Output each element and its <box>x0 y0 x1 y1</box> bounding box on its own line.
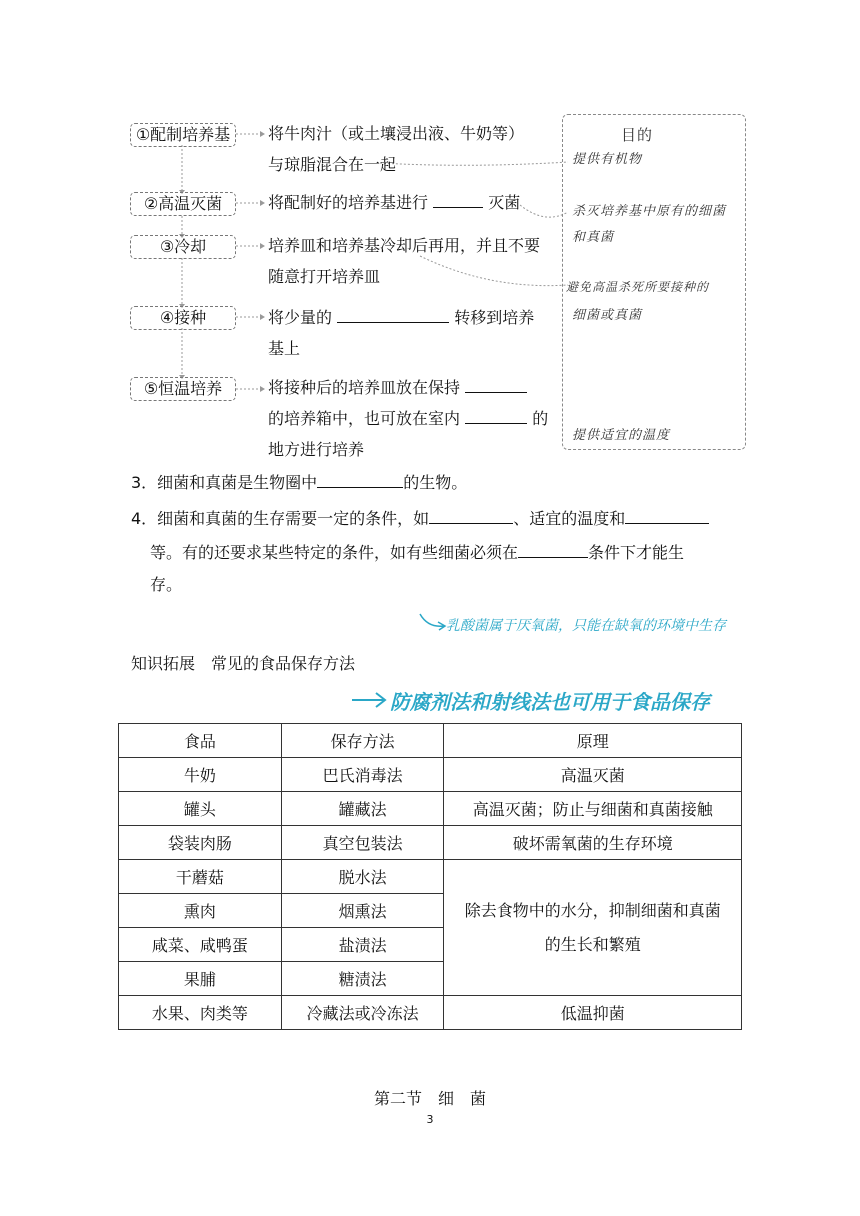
cell-method: 真空包装法 <box>281 826 444 860</box>
q4-pre: 4．细菌和真菌的生存需要一定的条件，如 <box>131 509 430 528</box>
merged-principle-line1: 除去食物中的水分，抑制细菌和真菌 <box>464 900 721 920</box>
annotation-preservation: 防腐剂法和射线法也可用于食品保存 <box>390 690 710 714</box>
cell-method: 罐藏法 <box>281 792 444 826</box>
q3-pre: 3．细菌和真菌是生物圈中 <box>131 473 318 492</box>
cell-food: 咸菜、咸鸭蛋 <box>119 928 282 962</box>
q3-post: 的生物。 <box>403 473 468 492</box>
annotation-arrow-1 <box>418 610 448 636</box>
table-row <box>119 792 742 826</box>
step-4-post: 转移到培养 <box>454 308 535 327</box>
cell-method: 糖渍法 <box>281 962 444 996</box>
step-4-text-line2: 基上 <box>268 339 301 358</box>
cell-method: 冷藏法或冷冻法 <box>281 996 444 1030</box>
food-preservation-table <box>118 723 742 1030</box>
cell-method: 烟熏法 <box>281 894 444 928</box>
q4-blank-3 <box>518 539 588 558</box>
header-food: 食品 <box>119 724 282 758</box>
q4-line2-post: 条件下才能生 <box>588 543 685 562</box>
footer-section-title: 第二节 细 菌 <box>373 1089 486 1108</box>
step-5-blank-1 <box>465 374 527 393</box>
cell-food: 熏肉 <box>119 894 282 928</box>
cell-food: 水果、肉类等 <box>119 996 282 1030</box>
step-5-box: ⑤恒温培养 <box>130 377 236 401</box>
merged-principle-line2: 的生长和繁殖 <box>544 934 641 954</box>
annotation-anaerobic: 乳酸菌属于厌氧菌，只能在缺氧的环境中生存 <box>446 618 726 634</box>
purpose-note-2b: 和真菌 <box>572 230 615 245</box>
purpose-title: 目的 <box>621 126 654 144</box>
step-5-blank-2 <box>465 405 527 424</box>
step-1-text-line2: 与琼脂混合在一起 <box>268 155 397 174</box>
table-row <box>119 996 742 1030</box>
header-principle: 原理 <box>444 724 742 758</box>
cell-food: 干蘑菇 <box>119 860 282 894</box>
step-3-text-line2: 随意打开培养皿 <box>268 267 381 286</box>
q4-line2-pre: 等。有的还要求某些特定的条件，如有些细菌必须在 <box>150 543 519 562</box>
cell-method: 脱水法 <box>281 860 444 894</box>
question-4-line2 <box>150 536 684 570</box>
cell-method: 盐渍法 <box>281 928 444 962</box>
cell-principle-merged <box>444 860 742 996</box>
q4-blank-1 <box>429 505 513 524</box>
purpose-note-4: 提供适宜的温度 <box>572 428 671 443</box>
q4-mid: 、适宜的温度和 <box>513 509 626 528</box>
table-header-row <box>119 724 742 758</box>
step-1-text-line1: 将牛肉汁（或土壤浸出液、牛奶等） <box>268 124 525 143</box>
cell-food: 牛奶 <box>119 758 282 792</box>
step-2-pre: 将配制好的培养基进行 <box>268 193 429 212</box>
step-4-pre: 将少量的 <box>268 308 333 327</box>
step-4-blank <box>337 304 449 323</box>
cell-food: 袋装肉肠 <box>119 826 282 860</box>
page-number: 3 <box>426 1113 434 1126</box>
question-4-line1 <box>131 502 709 536</box>
cell-method: 巴氏消毒法 <box>281 758 444 792</box>
purpose-note-3: 避免高温杀死所要接种的 <box>566 280 710 294</box>
step-2-text <box>268 188 520 218</box>
step-1-box: ①配制培养基 <box>130 123 236 147</box>
step-5-pre: 将接种后的培养皿放在保持 <box>268 378 461 397</box>
question-4-line3: 存。 <box>150 575 183 594</box>
step-5-text-line3: 地方进行培养 <box>268 440 365 459</box>
step-2-box: ②高温灭菌 <box>130 192 236 216</box>
annotation-arrow-2 <box>350 686 388 712</box>
table-row <box>119 826 742 860</box>
cell-principle: 高温灭菌 <box>444 758 742 792</box>
step-3-box: ③冷却 <box>130 235 236 259</box>
step-2-blank <box>433 189 483 208</box>
cell-food: 罐头 <box>119 792 282 826</box>
q4-blank-2 <box>625 505 709 524</box>
step-4-box: ④接种 <box>130 306 236 330</box>
step-5-line2-post: 的 <box>532 409 549 428</box>
section-heading: 知识拓展 常见的食品保存方法 <box>131 654 356 673</box>
cell-principle: 高温灭菌；防止与细菌和真菌接触 <box>444 792 742 826</box>
cell-food: 果脯 <box>119 962 282 996</box>
step-5-text-line2 <box>268 404 548 434</box>
step-5-text-line1 <box>268 373 527 403</box>
step-4-text-line1 <box>268 303 534 333</box>
purpose-note-2: 杀灭培养基中原有的细菌 <box>572 204 727 219</box>
cell-principle: 破坏需氧菌的生存环境 <box>444 826 742 860</box>
q3-blank <box>317 469 403 488</box>
step-5-line2-pre: 的培养箱中，也可放在室内 <box>268 409 461 428</box>
step-3-text-line1: 培养皿和培养基冷却后再用，并且不要 <box>268 236 541 255</box>
table-row <box>119 758 742 792</box>
step-2-post: 灭菌 <box>488 193 521 212</box>
question-3 <box>131 466 467 500</box>
header-method: 保存方法 <box>281 724 444 758</box>
purpose-note-1: 提供有机物 <box>572 152 643 167</box>
cell-principle: 低温抑菌 <box>444 996 742 1030</box>
purpose-note-3b: 细菌或真菌 <box>572 308 643 323</box>
table-row <box>119 860 742 894</box>
